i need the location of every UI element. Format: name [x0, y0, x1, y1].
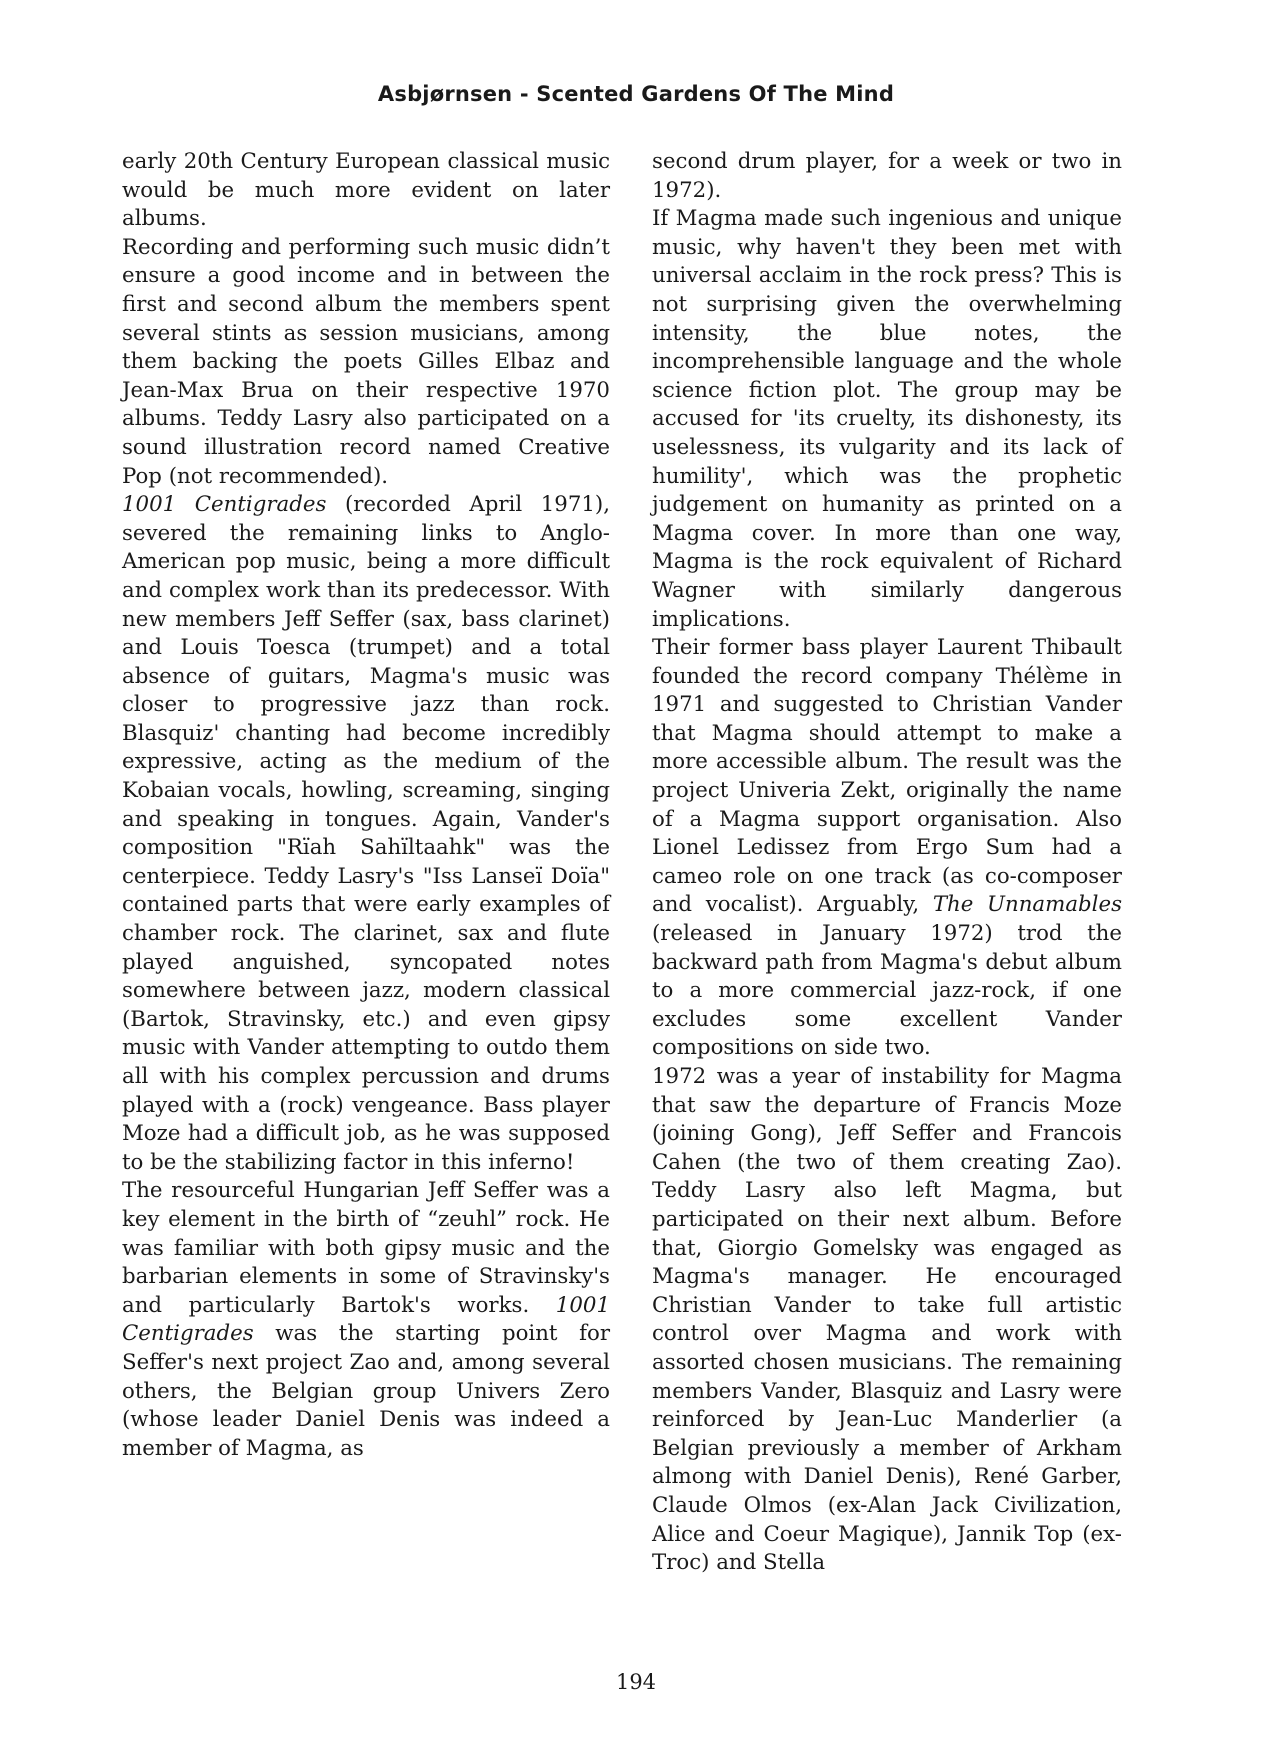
paragraph [652, 1063, 1122, 1578]
paragraph [122, 491, 610, 1177]
paragraph-text: Recording and performing such music didn’t ensure a good income and in between the first and second album the members spent several stints as session musicians, among them backing the poets Gilles Elbaz and Jean-Max Brua on their respective 1970 albums. Teddy Lasry also participated on a sound illustration record named Creative Pop (not recommended). [122, 234, 610, 489]
paragraph-text: was the starting point for Seffer's next project Zao and, among several others, the Belgian group Univers Zero (whose leader Daniel Denis was indeed a member of Magma, as [122, 1321, 610, 1461]
page-number: 194 [615, 1670, 657, 1694]
paragraph-text: (recorded April 1971), severed the remaining links to Anglo-American pop music, being a more difficult and complex work than its predecessor. With new members Jeff Seffer (sax, bass clarinet) and Louis Toesca (trumpet) and a total absence of guitars, Magma's music was closer to progressive jazz than rock. Blasquiz' chanting had become incredibly expressive, acting as the medium of the Kobaian vocals, howling, screaming, singing and speaking in tongues. Again, Vander's composition "Rïah Sahïltaahk" was the centerpiece. Teddy Lasry's "Iss Lanseï Doïa" contained parts that were early examples of chamber rock. The clarinet, sax and flute played anguished, syncopated notes somewhere between jazz, modern classical (Bartok, Stravinsky, etc.) and even gipsy music with Vander attempting to outdo them all with his complex percussion and drums played with a (rock) vengeance. Bass player Moze had a difficult job, as he was supposed to be the stabilizing factor in this inferno! [122, 492, 610, 1175]
paragraph [122, 234, 610, 491]
paragraph [652, 634, 1122, 1063]
paragraph-text: 1972 was a year of instability for Magma that saw the departure of Francis Moze (joining Gong), Jeff Seffer and Francois Cahen (the two of them creating Zao). Teddy Lasry also left Magma, but participated on their next album. Before that, Giorgio Gomelsky was engaged as Magma's manager. He encouraged Christian Vander to take full artistic control over Magma and work with assorted chosen musicians. The remaining members Vander, Blasquiz and Lasry were reinforced by Jean-Luc Manderlier (a Belgian previously a member of Arkham almong with Daniel Denis), René Garber, Claude Olmos (ex-Alan Jack Civilization, Alice and Coeur Magique), Jannik Top (ex-Troc) and Stella [652, 1064, 1122, 1576]
paragraph-text: Their former bass player Laurent Thibault founded the record company Thélème in 1971 and suggested to Christian Vander that Magma should attempt to make a more accessible album. The result was the project Univeria Zekt, originally the name of a Magma support organisation. Also Lionel Ledissez from Ergo Sum had a cameo role on one track (as co-composer and vocalist). Arguably, [652, 635, 1122, 918]
paragraph-text: (released in January 1972) trod the backward path from Magma's debut album to a more commercial jazz-rock, if one excludes some excellent Vander compositions on side two. [652, 921, 1122, 1061]
paragraph-text: second drum player, for a week or two in 1972). [652, 149, 1122, 203]
paragraph-text: The resourceful Hungarian Jeff Seffer was a key element in the birth of “zeuhl” rock. He was familiar with both gipsy music and the barbarian elements in some of Stravinsky's and particularly Bartok's works. [122, 1178, 610, 1318]
page-header: Asbjørnsen - Scented Gardens Of The Mind [377, 82, 895, 106]
left-column [122, 148, 610, 1463]
right-column [652, 148, 1122, 1578]
paragraph [122, 148, 610, 234]
paragraph [122, 1177, 610, 1463]
paragraph-text: early 20th Century European classical music would be much more evident on later albums. [122, 149, 610, 232]
album-title: 1001 Centigrades [122, 1292, 610, 1347]
album-title: 1001 Centigrades [122, 492, 327, 518]
album-title: The Unnamables [932, 892, 1122, 918]
paragraph [652, 148, 1122, 205]
paragraph-text: If Magma made such ingenious and unique music, why haven't they been met with universal acclaim in the rock press? This is not surprising given the overwhelming intensity, the blue notes, the incomprehensible language and the whole science fiction plot. The group may be accused for 'its cruelty, its dishonesty, its uselessness, its vulgarity and its lack of humility', which was the prophetic judgement on humanity as printed on a Magma cover. In more than one way, Magma is the rock equivalent of Richard Wagner with similarly dangerous implications. [652, 206, 1122, 632]
paragraph [652, 205, 1122, 634]
